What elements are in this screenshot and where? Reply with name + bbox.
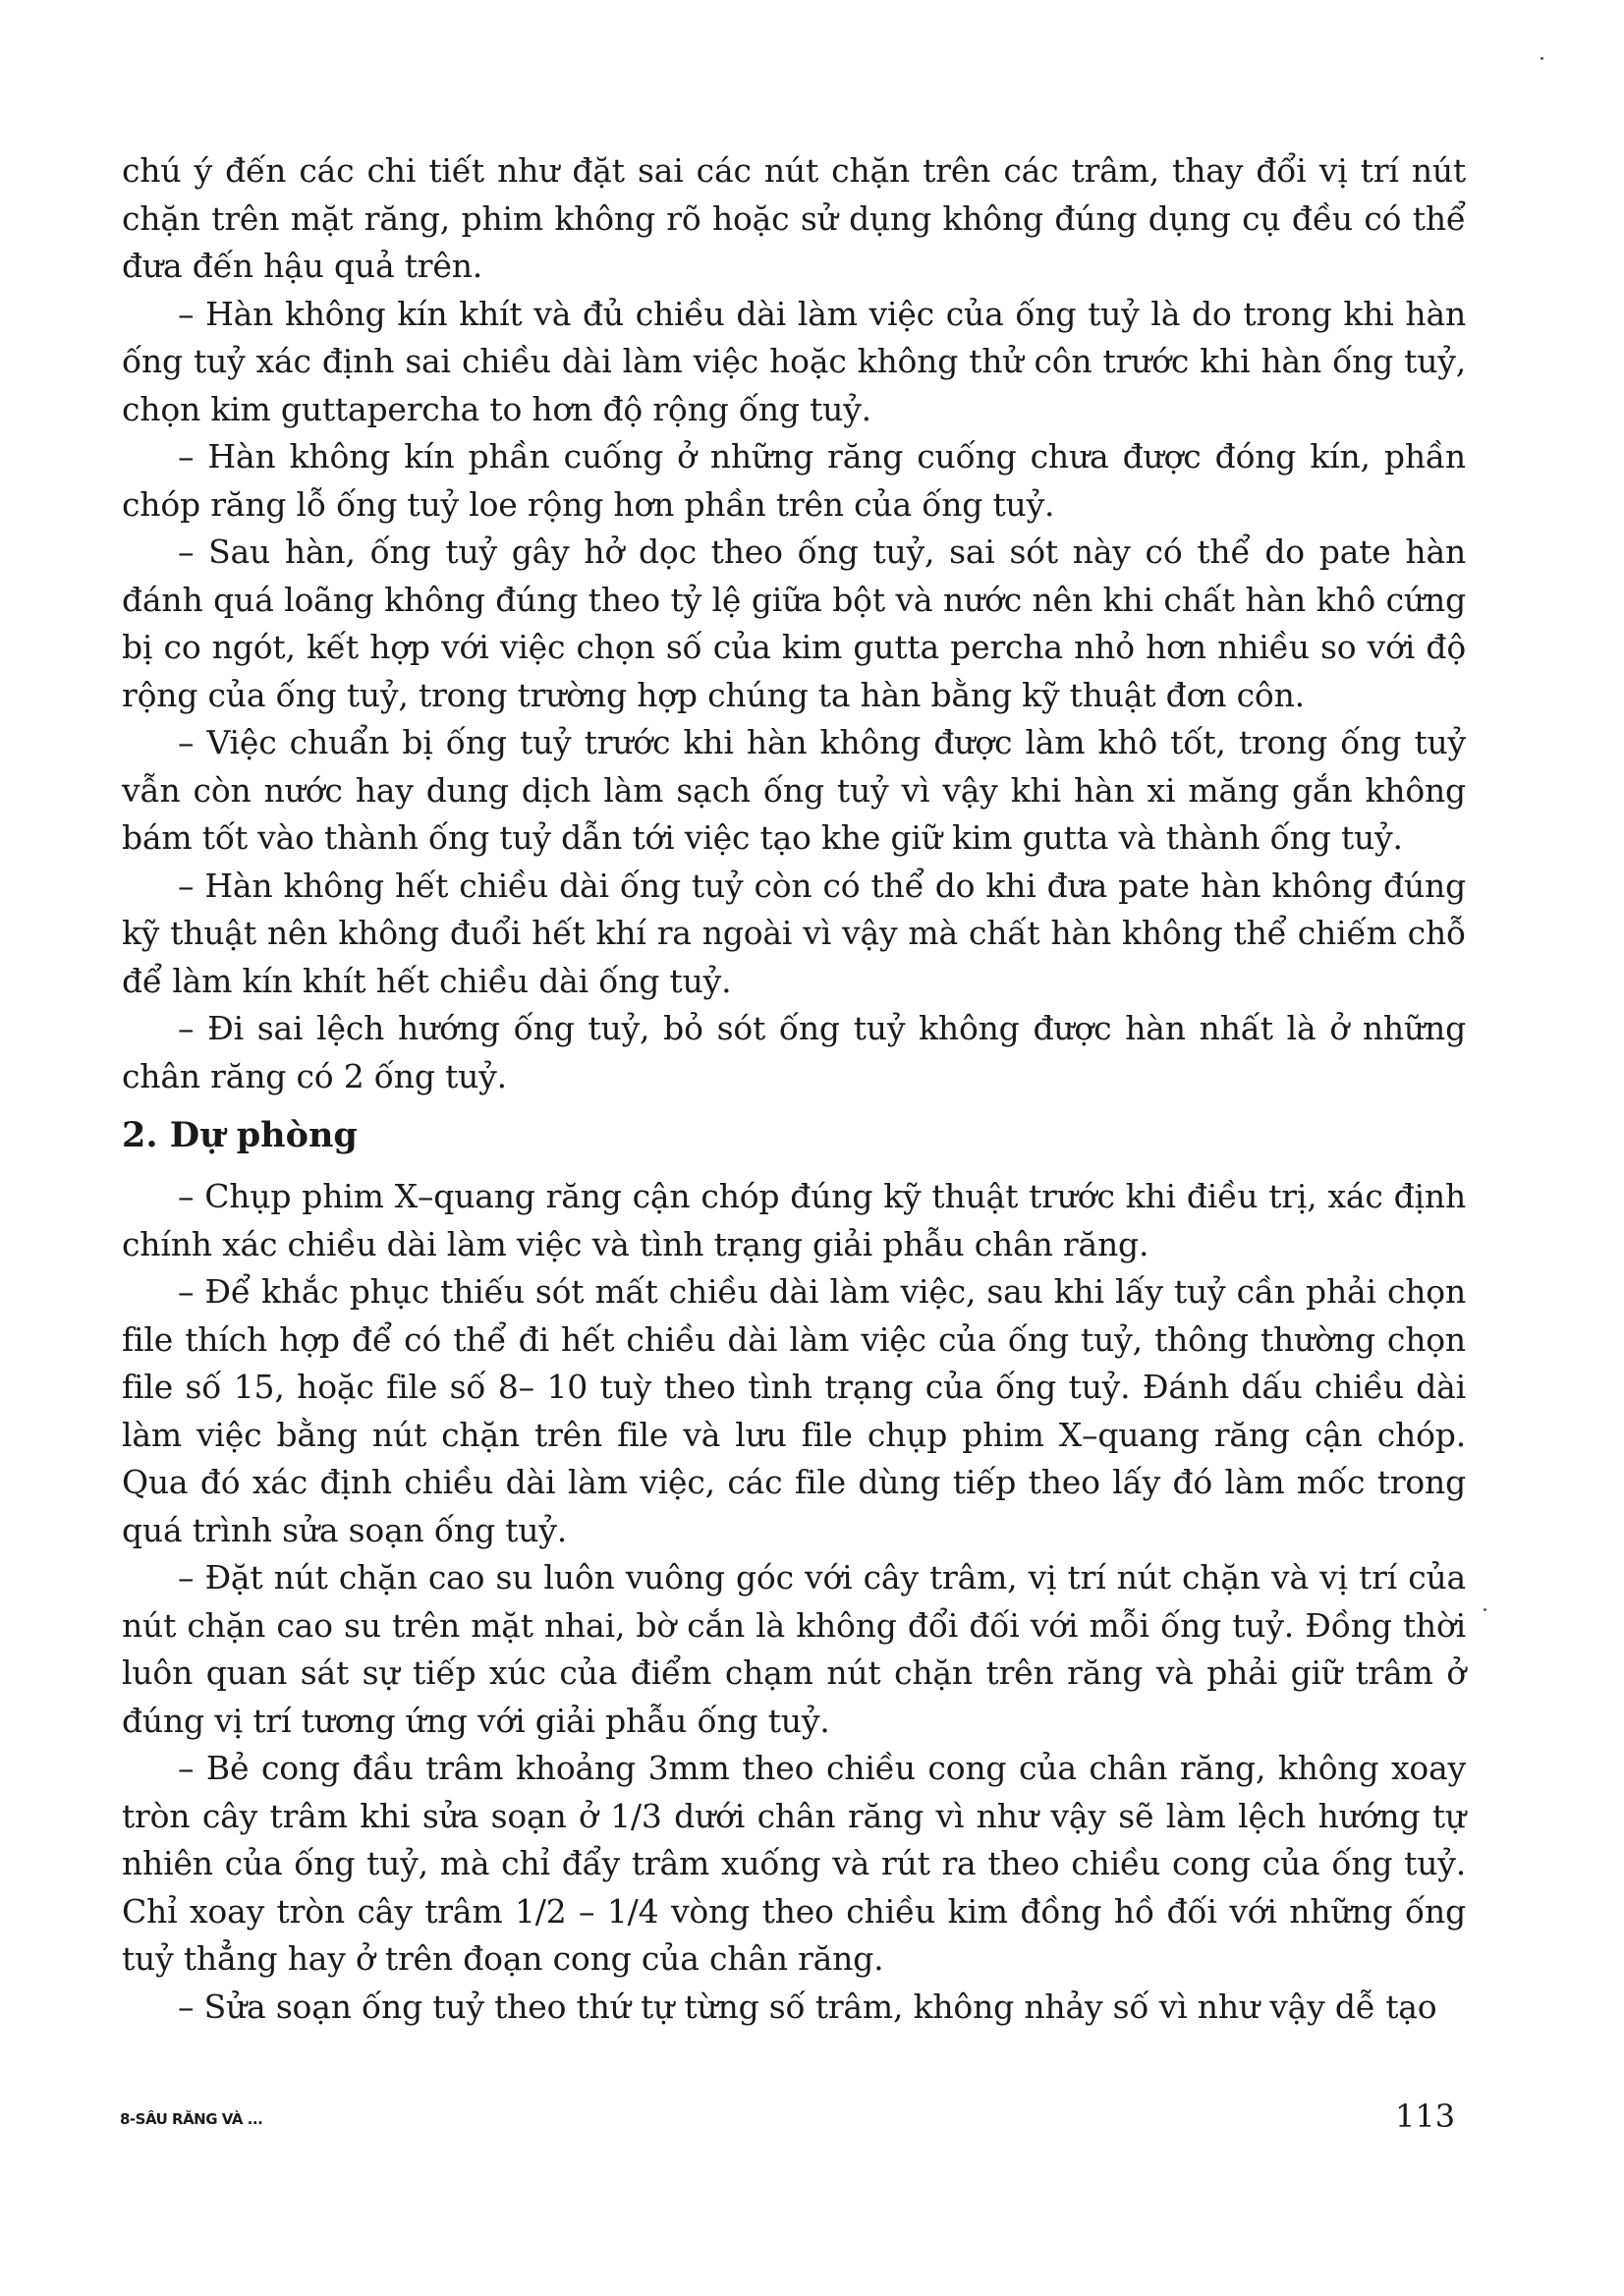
paragraph-item: – Để khắc phục thiếu sót mất chiều dài làm việc, sau khi lấy tuỷ cần phải chọn file thích hợp để có thể đi hết chiều dài làm việc của ống tuỷ, thông thường chọn file số 15, hoặc file số 8– 10 tuỳ theo tình trạng của ống tuỷ. Đánh dấu chiều dài làm việc bằng nút chặn trên file và lưu file chụp phim X–quang răng cận chóp. Qua đó xác định chiều dài làm việc, các file dùng tiếp theo lấy đó làm mốc trong quá trình sửa soạn ống tuỷ. [122,1272,1466,1549]
paragraph-item: – Việc chuẩn bị ống tuỷ trước khi hàn không được làm khô tốt, trong ống tuỷ vẫn còn nước hay dung dịch làm sạch ống tuỷ vì vậy khi hàn xi măng gắn không bám tốt vào thành ống tuỷ dẫn tới việc tạo khe giữ kim gutta và thành ống tuỷ. [122,723,1466,857]
paragraph-item: – Sửa soạn ống tuỷ theo thứ tự từng số trâm, không nhảy số vì như vậy dễ tạo [178,1987,1437,2026]
page-body [122,147,1466,2031]
paragraph-item: – Hàn không hết chiều dài ống tuỷ còn có thể do khi đưa pate hàn không đúng kỹ thuật nên không đuổi hết khí ra ngoài vì vậy mà chất hàn không thể chiếm chỗ để làm kín khít hết chiều dài ống tuỷ. [122,866,1466,1000]
paragraph-item: – Đi sai lệch hướng ống tuỷ, bỏ sót ống tuỷ không được hàn nhất là ở những chân răng có 2 ống tuỷ. [122,1009,1466,1095]
paragraph-item: – Đặt nút chặn cao su luôn vuông góc với cây trâm, vị trí nút chặn và vị trí của nút chặn cao su trên mặt nhai, bờ cắn là không đổi đối với mỗi ống tuỷ. Đồng thời luôn quan sát sự tiếp xúc của điểm chạm nút chặn trên răng và phải giữ trâm ở đúng vị trí tương ứng với giải phẫu ống tuỷ. [122,1558,1466,1740]
page-number: 113 [1395,2098,1456,2135]
footer-chapter-label: 8-SÂU RĂNG VÀ ... [120,2110,263,2128]
paragraph-item: – Hàn không kín khít và đủ chiều dài làm việc của ống tuỷ là do trong khi hàn ống tuỷ xác định sai chiều dài làm việc hoặc không thử côn trước khi hàn ống tuỷ, chọn kim guttapercha to hơn độ rộng ống tuỷ. [122,294,1466,428]
section-heading: 2. Dự phòng [122,1115,358,1155]
scan-speck [1540,57,1543,60]
paragraph-item: – Hàn không kín phần cuống ở những răng cuống chưa được đóng kín, phần chóp răng lỗ ống tuỷ loe rộng hơn phần trên của ống tuỷ. [122,437,1466,524]
paragraph-item: – Chụp phim X–quang răng cận chóp đúng kỹ thuật trước khi điều trị, xác định chính xác chiều dài làm việc và tình trạng giải phẫu chân răng. [122,1177,1466,1263]
paragraph-continuation: chú ý đến các chi tiết như đặt sai các nút chặn trên các trâm, thay đổi vị trí nút chặn trên mặt răng, phim không rõ hoặc sử dụng không đúng dụng cụ đều có thể đưa đến hậu quả trên. [122,151,1466,285]
scan-speck [1484,1608,1486,1611]
paragraph-item: – Sau hàn, ống tuỷ gây hở dọc theo ống tuỷ, sai sót này có thể do pate hàn đánh quá loãng không đúng theo tỷ lệ giữa bột và nước nên khi chất hàn khô cứng bị co ngót, kết hợp với việc chọn số của kim gutta percha nhỏ hơn nhiều so với độ rộng của ống tuỷ, trong trường hợp chúng ta hàn bằng kỹ thuật đơn côn. [122,532,1466,714]
paragraph-item: – Bẻ cong đầu trâm khoảng 3mm theo chiều cong của chân răng, không xoay tròn cây trâm khi sửa soạn ở 1/3 dưới chân răng vì như vậy sẽ làm lệch hướng tự nhiên của ống tuỷ, mà chỉ đẩy trâm xuống và rút ra theo chiều cong của ống tuỷ. Chỉ xoay tròn cây trâm 1/2 – 1/4 vòng theo chiều kim đồng hồ đối với những ống tuỷ thẳng hay ở trên đoạn cong của chân răng. [122,1749,1466,1978]
